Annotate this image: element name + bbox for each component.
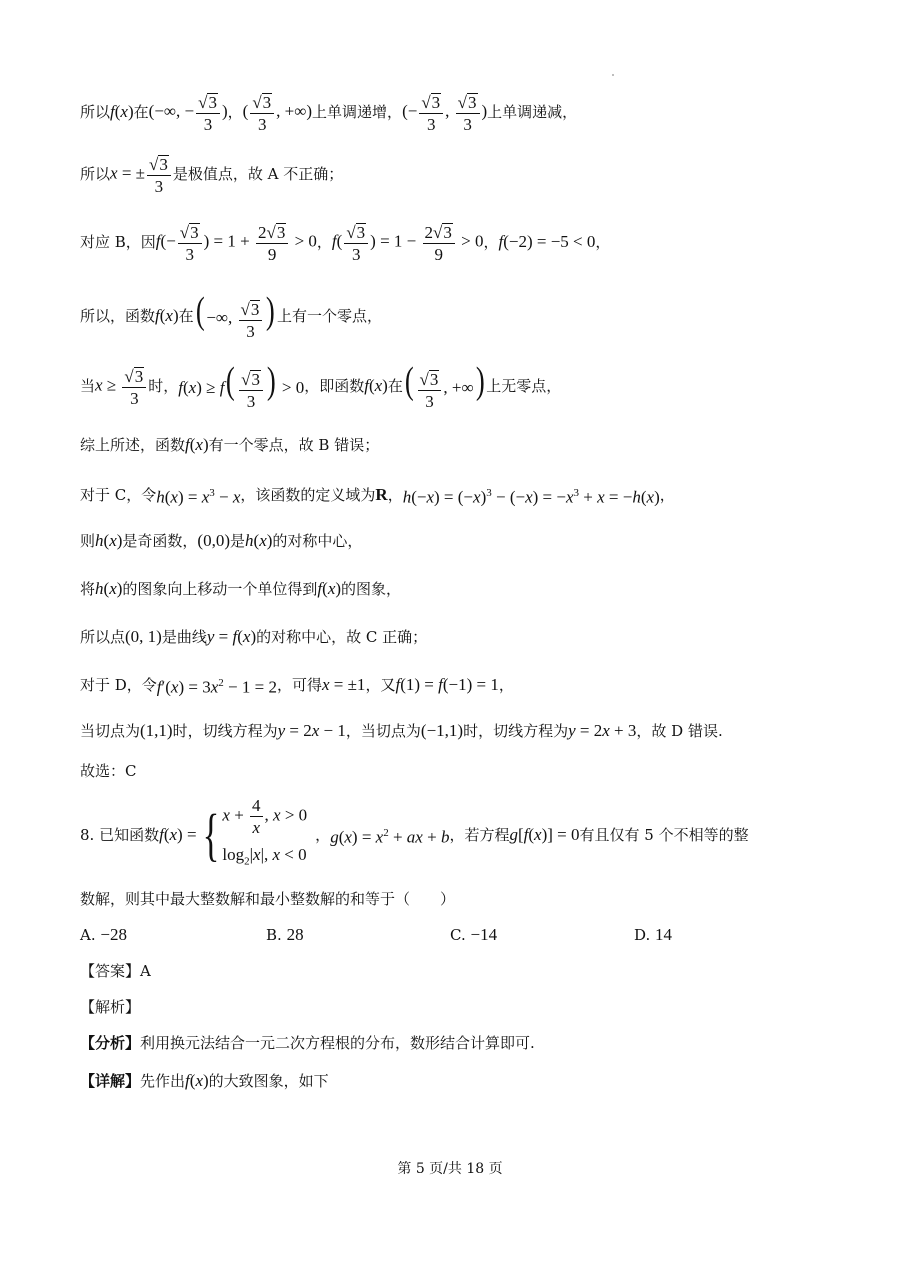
text-line-11: 对于 D，令 $f'(x) = 3x^2 - 1 = 2$ ，可得 x = ±1 ，又 f(1) = f(−1) = 1 ，: [80, 675, 514, 697]
text-line-13: 故选：C: [80, 762, 137, 780]
scan-speck: [612, 74, 614, 76]
text-line-2: 所以 x = ± √ 3 3 是极值点，故 A 不正确；: [80, 154, 344, 196]
text-line-12: 当切点为 (1,1) 时，切线方程为 y = 2x − 1 ，当切点为 (−1,1) 时，切线方程为 y = 2x + 3 ，故 D 错误.: [80, 721, 723, 740]
text-line-4: 所以，函数 f(x) 在 ( −∞, √ 3 3 ) 上有一个零点，: [80, 290, 383, 341]
analysis-heading: 【解析】: [80, 998, 141, 1016]
option-a: A. −28: [80, 925, 127, 944]
analysis-line: 【分析】 利用换元法结合一元二次方程根的分布，数形结合计算即可.: [80, 1034, 535, 1052]
answer-line: 【答案】A: [80, 962, 151, 980]
option-d: D. 14: [634, 925, 673, 944]
option-c: C. −14: [450, 925, 498, 944]
text-line-6: 综上所述，函数 f(x) 有一个零点，故 B 错误；: [80, 435, 380, 454]
text-line-5: 当 x ≥ √ 3 3 时， f(x) ≥ f( √ 3 3 ) > 0 ，即函数 f(x) 在 ( √ 3 3 , +∞) 上无零点，: [80, 360, 562, 411]
text-line-10: 所以点 (0, 1) 是曲线 y = f(x) 的对称中心，故 C 正确；: [80, 627, 428, 646]
text-line-8: 则 h(x) 是奇函数， (0,0) 是 h(x) 的对称中心，: [80, 531, 363, 550]
question-8-stem: 8. 已知函数 f(x) = { x + $\frac{4}{x}$ , x > 0 $\log_2|x|$, x < 0 ， $g(x) = x^2$ + ax + b ，若方程 g[f(x)] = 0 有且仅有 5 个不相等的整: [80, 796, 749, 868]
text-line-7: 对于 C，令 $h(x) = x^3 - x$ ，该函数的定义域为 R ， $h(-x) = (-x)^3 - (-x) = -x^3 + x = -h(x)$ ，: [80, 485, 675, 507]
text-line-9: 将 h(x) 的图象向上移动一个单位得到 f(x) 的图象，: [80, 579, 402, 598]
text-line-1: 所以 f(x) 在 (−∞, − √ 3 3 ) ， ( √ 3 3 , +∞) 上单调递增， (− √ 3 3 , √ 3 3 ) 上单调递减，: [80, 92, 578, 134]
detail-line: 【详解】 先作出 f(x) 的大致图象，如下: [80, 1071, 329, 1090]
text-line-15: 数解，则其中最大整数解和最小整数解的和等于（ ）: [80, 890, 456, 908]
page-footer: 第 5 页/共 18 页: [397, 1161, 503, 1177]
text-line-3: 对应 B，因 f(− √ 3 3 ) = 1 + 2 √ 3 9 > 0 ， f( √ 3 3 ) = 1 − 2 √ 3 9 > 0 ， f(−2) = −5 < 0 ，: [80, 222, 611, 264]
answer-options: [80, 924, 840, 946]
option-b: B. 28: [266, 925, 304, 944]
